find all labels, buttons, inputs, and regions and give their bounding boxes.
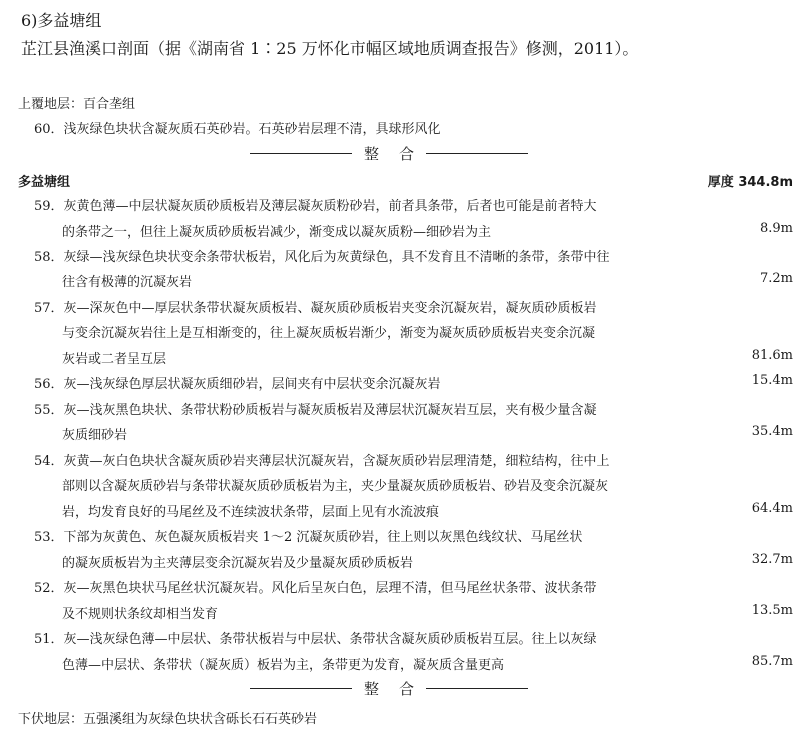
layer-line: 54．灰黄—灰白色块状含凝灰质砂岩夹薄层状沉凝灰岩，含凝灰质砂岩层理清楚，细粒结构，往中上 (34, 454, 610, 469)
conformity-divider-top (250, 143, 528, 163)
layer-line: 51．灰—浅灰绿色薄—中层状、条带状板岩与中层状、条带状含凝灰质砂质板岩互层。往上以灰绿 (34, 632, 597, 647)
section-heading: 6)多益塘组 (21, 11, 102, 30)
layer-line: 53．下部为灰黄色、灰色凝灰质板岩夹 1～2 沉凝灰质砂岩，往上则以灰黑色线纹状、马尾丝状 (34, 530, 583, 545)
layer-line: 的凝灰质板岩为主夹薄层变余沉凝灰岩及少量凝灰质砂质板岩 (62, 556, 414, 571)
layer-line: 往含有极薄的沉凝灰岩 (62, 275, 193, 290)
section-subtitle: 芷江县渔溪口剖面（据《湖南省 1∶25 万怀化市幅区域地质调查报告》修测，2011）。 (21, 39, 639, 58)
layer-thickness: 32.7m (751, 552, 793, 567)
conformity-divider-bottom (250, 678, 528, 698)
divider-rule (426, 688, 528, 689)
layer-thickness: 15.4m (751, 373, 793, 388)
layer-line: 及不规则状条纹却相当发育 (62, 607, 219, 622)
conformity-label: 整合 (364, 144, 435, 163)
conformity-label: 整合 (364, 679, 435, 698)
layer-thickness: 7.2m (759, 271, 793, 286)
layer-line: 岩，均发育良好的马尾丝及不连续波状条带，层面上见有水流波痕 (62, 505, 440, 520)
layer-thickness: 64.4m (751, 501, 793, 516)
layer-line: 56．灰—浅灰绿色厚层状凝灰质细砂岩，层间夹有中层状变余沉凝灰岩 (34, 377, 441, 392)
layer-thickness: 85.7m (751, 654, 793, 669)
upper-layer-60: 60．浅灰绿色块状含凝灰质石英砂岩。石英砂岩层理不清，具球形风化 (34, 122, 441, 137)
divider-rule (250, 688, 352, 689)
group-name: 多益塘组 (18, 175, 71, 190)
layer-line: 57．灰—深灰色中—厚层状条带状凝灰质板岩、凝灰质砂质板岩夹变余沉凝灰岩，凝灰质砂质板岩 (34, 301, 597, 316)
lower-strata-label: 下伏地层：五强溪组为灰绿色块状含砾长石石英砂岩 (18, 712, 318, 727)
layer-line: 部则以含凝灰质砂岩与条带状凝灰质砂质板岩为主，夹少量凝灰质砂质板岩、砂岩及变余沉凝灰 (62, 479, 609, 494)
divider-rule (250, 153, 352, 154)
layer-line: 58．灰绿—浅灰绿色块状变余条带状板岩，风化后为灰黄绿色，具不发育且不清晰的条带，条带中往 (34, 250, 610, 265)
divider-rule (426, 153, 528, 154)
layer-line: 55．灰—浅灰黑色块状、条带状粉砂质板岩与凝灰质板岩及薄层状沉凝灰岩互层，夹有极少量含凝 (34, 403, 597, 418)
layer-line: 的条带之一，但往上凝灰质砂质板岩减少，渐变成以凝灰质粉—细砂岩为主 (62, 225, 492, 240)
layer-thickness: 35.4m (751, 424, 793, 439)
group-thickness: 厚度 344.8m (707, 175, 793, 190)
layer-line: 色薄—中层状、条带状（凝灰质）板岩为主，条带更为发育，凝灰质含量更高 (62, 658, 505, 673)
layer-line: 灰质细砂岩 (62, 428, 128, 443)
layer-line: 59．灰黄色薄—中层状凝灰质砂质板岩及薄层凝灰质粉砂岩，前者具条带，后者也可能是前者特大 (34, 199, 597, 214)
layer-thickness: 81.6m (751, 348, 793, 363)
upper-strata-label: 上覆地层：百合垄组 (18, 97, 136, 112)
layer-line: 与变余沉凝灰岩往上是互相渐变的，往上凝灰质板岩渐少，渐变为凝灰质砂质板岩夹变余沉凝 (62, 326, 596, 341)
layer-thickness: 13.5m (751, 603, 793, 618)
layer-line: 52．灰—灰黑色块状马尾丝状沉凝灰岩。风化后呈灰白色，层理不清，但马尾丝状条带、波状条带 (34, 581, 597, 596)
layer-thickness: 8.9m (759, 221, 793, 236)
layer-line: 灰岩或二者呈互层 (62, 352, 167, 367)
